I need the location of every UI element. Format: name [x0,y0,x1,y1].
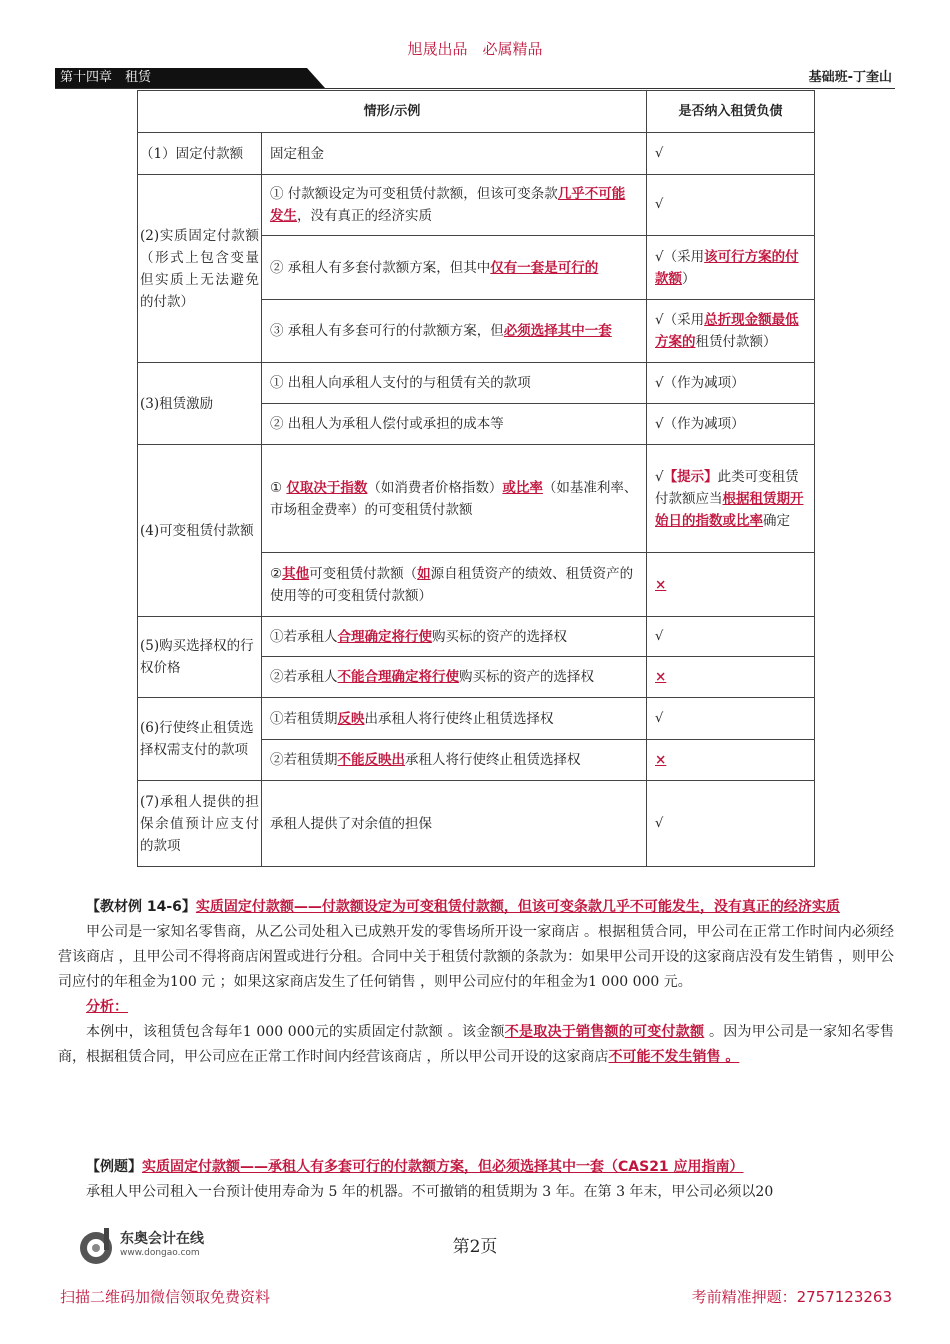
page-number: 第2页 [452,1237,498,1257]
category-termination: (6)行使终止租赁选择权需支付的款项 [138,698,262,781]
example-cell: ① 付款额设定为可变租赁付款额，但该可变条款几乎不可能发生，没有真正的经济实质 [262,175,647,236]
category-in-substance: (2)实质固定付款额（形式上包含变量但实质上无法避免的付款） [138,175,262,363]
result-cell [647,553,815,617]
category-variable: (4)可变租赁付款额 [138,445,262,617]
result-cell: √ [647,781,815,867]
category-residual-guarantee: (7)承租人提供的担保余值预计应支付的款项 [138,781,262,867]
example-cell: ② 承租人有多套付款额方案，但其中仅有一套是可行的 [262,236,647,300]
lease-payment-table [137,90,815,867]
table-row [138,133,815,175]
cross-mark: × [655,752,667,768]
result-cell [647,740,815,781]
analysis-heading: 分析： [86,999,128,1015]
table-row [138,781,815,867]
table-row [138,445,815,553]
cross-mark: × [655,669,667,685]
result-cell: √ [647,698,815,740]
example-cell: ②若承租人不能合理确定将行使购买标的资产的选择权 [262,657,647,698]
example-title: 【教材例 14-6】实质固定付款额——付款额设定为可变租赁付款额，但该可变条款几乎不可能发生，没有真正的经济实质 [86,899,840,915]
example-cas21 [58,1155,894,1205]
logo-name: 东奥会计在线 [120,1231,204,1247]
footer-right-note: 考前精准押题：2757123263 [691,1288,892,1306]
table-header-row [138,91,815,133]
example-cell: ③ 承租人有多套可行的付款额方案，但必须选择其中一套 [262,300,647,363]
header-rule [55,88,895,89]
table-row [138,698,815,740]
footer-left-note: 扫描二维码加微信领取免费资料 [60,1288,271,1306]
course-title: 基础班-丁奎山 [808,70,892,85]
result-cell: √（采用该可行方案的付款额） [647,236,815,300]
example-14-6 [58,895,894,1070]
example-cell: ①若租赁期反映出承租人将行使终止租赁选择权 [262,698,647,740]
logo-url: www.dongao.com [120,1248,200,1258]
example-cell: ①若承租人合理确定将行使购买标的资产的选择权 [262,617,647,657]
example-cell: ① 仅取决于指数（如消费者价格指数）或比率（如基准利率、市场租金费率）的可变租赁付款额 [262,445,647,553]
example-body: 甲公司是一家知名零售商，从乙公司处租入已成熟开发的零售场所开设一家商店 。根据租赁合同，甲公司在正常工作时间内必须经营该商店 ，且甲公司不得将商店闲置或进行分租。合同中关于租赁付款额的条款为：如果甲公司开设的这家商店没有发生销售 ，则甲公司应付的年租金为100 元 ；如果这家商店发生了任何销售 ，则甲公司应付的年租金为1 000 000 元。 [58,924,894,990]
table-row [138,617,815,657]
table-row [138,175,815,236]
col-header-included: 是否纳入租赁负债 [647,91,815,133]
category-fixed: （1）固定付款额 [138,133,262,175]
example-cell: 固定租金 [262,133,647,175]
category-incentives: (3)租赁激励 [138,363,262,445]
result-cell: √ [647,175,815,236]
col-header-case: 情形/示例 [138,91,647,133]
header-banner: 旭晟出品 必属精品 [407,40,543,58]
result-cell [647,657,815,698]
category-purchase-option: (5)购买选择权的行权价格 [138,617,262,698]
chapter-title: 第十四章 租赁 [60,70,152,85]
analysis-body: 本例中，该租赁包含每年1 000 000元的实质固定付款额 。该金额不是取决于销售额的可变付款额 。因为甲公司是一家知名零售商，根据租赁合同，甲公司应在正常工作时间内经营该商店 ，所以甲公司开设的这家商店不可能不发生销售 。 [58,1024,895,1065]
result-cell: √ [647,617,815,657]
example-body: 承租人甲公司租入一台预计使用寿命为 5 年的机器。不可撤销的租赁期为 3 年。在第 3 年末，甲公司必须以20 [86,1184,774,1200]
example-cell: 承租人提供了对余值的担保 [262,781,647,867]
result-cell: √（作为减项） [647,404,815,445]
example-title: 【例题】实质固定付款额——承租人有多套可行的付款额方案，但必须选择其中一套（CAS21 应用指南） [86,1159,744,1175]
example-cell: ②若租赁期不能反映出承租人将行使终止租赁选择权 [262,740,647,781]
result-cell: √（采用总折现金额最低方案的租赁付款额） [647,300,815,363]
cross-mark: × [655,576,667,593]
result-cell: √【提示】此类可变租赁付款额应当根据租赁期开始日的指数或比率确定 [647,445,815,553]
result-cell: √ [647,133,815,175]
example-cell: ② 出租人为承租人偿付或承担的成本等 [262,404,647,445]
example-cell: ① 出租人向承租人支付的与租赁有关的款项 [262,363,647,404]
result-cell: √（作为减项） [647,363,815,404]
table-row [138,363,815,404]
example-cell: ②其他可变租赁付款额（如源自租赁资产的绩效、租赁资产的使用等的可变租赁付款额） [262,553,647,617]
